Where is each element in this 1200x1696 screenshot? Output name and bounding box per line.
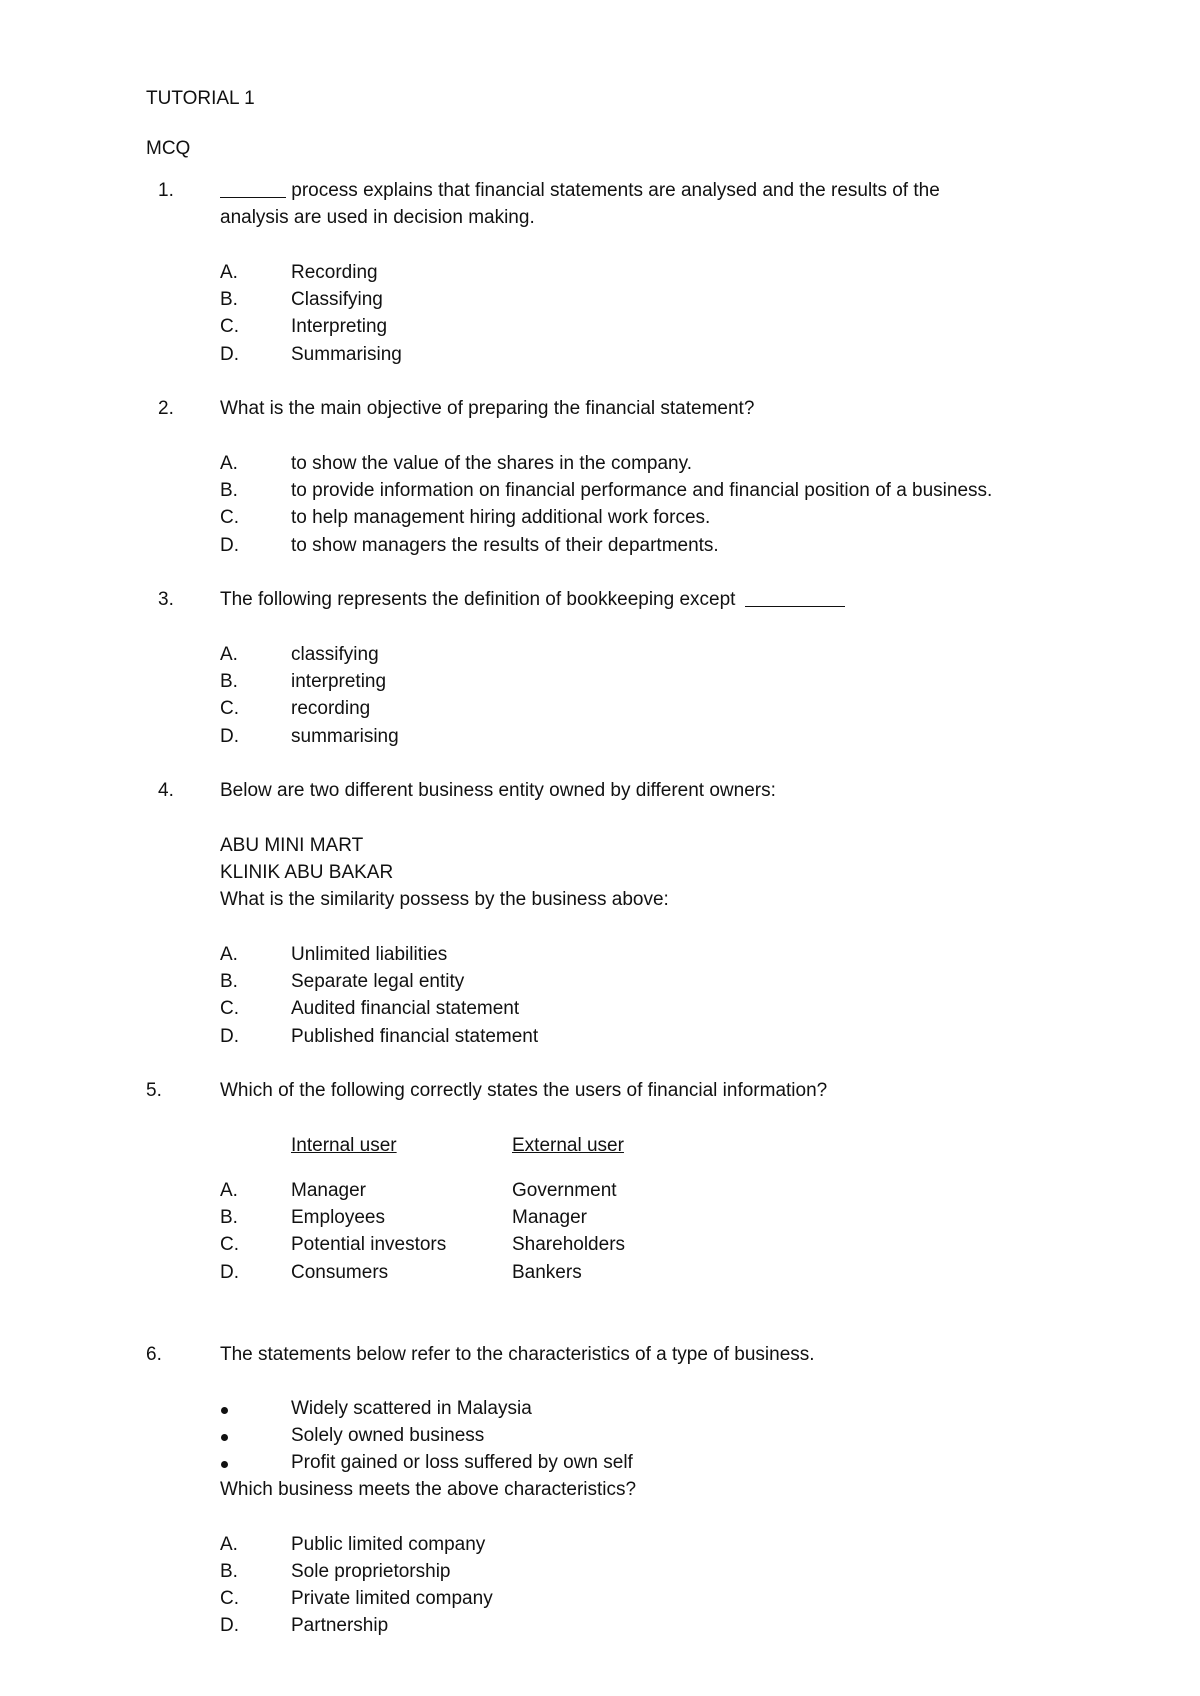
characteristic-item: Widely scattered in Malaysia (291, 1398, 532, 1419)
option-internal-user: Manager (291, 1180, 366, 1201)
option-text: interpreting (291, 671, 387, 692)
option-letter: C. (220, 1234, 239, 1255)
bullet-point (221, 1407, 228, 1414)
option-text: classifying (291, 644, 379, 665)
column-header-internal: Internal user (291, 1135, 397, 1156)
option-internal-user: Potential investors (291, 1234, 447, 1255)
question-stem-text: process explains that financial statements are analysed and the results of the (291, 180, 940, 201)
bullet-point (221, 1434, 228, 1441)
option-letter: B. (220, 1207, 238, 1228)
question-number: 1. (158, 180, 174, 201)
option-text: to show the value of the shares in the company. (291, 453, 692, 474)
option-text: Audited financial statement (291, 998, 520, 1019)
option-text: Unlimited liabilities (291, 944, 448, 965)
option-letter: D. (220, 1026, 239, 1047)
option-letter: D. (220, 535, 239, 556)
option-letter: C. (220, 507, 239, 528)
question-stem-continued: analysis are used in decision making. (220, 207, 535, 228)
question-stem-continued: What is the similarity possess by the business above: (220, 889, 669, 910)
option-letter: A. (220, 1180, 238, 1201)
option-text: Private limited company (291, 1588, 493, 1609)
option-letter: D. (220, 1262, 239, 1283)
option-text: Sole proprietorship (291, 1561, 451, 1582)
characteristic-item: Solely owned business (291, 1425, 485, 1446)
option-letter: D. (220, 726, 239, 747)
option-text: Public limited company (291, 1534, 486, 1555)
question-stem (220, 179, 940, 203)
question-number: 4. (158, 780, 174, 801)
option-text: Published financial statement (291, 1026, 539, 1047)
section-heading: MCQ (146, 138, 191, 159)
option-external-user: Government (512, 1180, 617, 1201)
option-letter: B. (220, 971, 238, 992)
question-number: 3. (158, 589, 174, 610)
option-text: Separate legal entity (291, 971, 465, 992)
question-stem: Below are two different business entity owned by different owners: (220, 780, 776, 801)
option-text: Recording (291, 262, 378, 283)
option-text: Classifying (291, 289, 383, 310)
question-stem: What is the main objective of preparing the financial statement? (220, 398, 755, 419)
column-header-external: External user (512, 1135, 624, 1156)
option-text: Summarising (291, 344, 402, 365)
option-internal-user: Employees (291, 1207, 385, 1228)
option-letter: C. (220, 698, 239, 719)
option-letter: D. (220, 1615, 239, 1636)
option-letter: B. (220, 480, 238, 501)
option-letter: A. (220, 453, 238, 474)
option-text: Partnership (291, 1615, 389, 1636)
question-stem-continued: Which business meets the above characteristics? (220, 1479, 637, 1500)
option-external-user: Bankers (512, 1262, 582, 1283)
answer-blank (745, 604, 845, 607)
document-title: TUTORIAL 1 (146, 88, 255, 109)
question-number: 6. (146, 1344, 162, 1365)
option-external-user: Shareholders (512, 1234, 626, 1255)
entity-name: ABU MINI MART (220, 835, 364, 856)
bullet-point (221, 1461, 228, 1468)
question-stem (220, 588, 845, 612)
option-letter: C. (220, 316, 239, 337)
answer-blank (220, 195, 286, 198)
option-text: to provide information on financial performance and financial position of a business. (291, 480, 993, 501)
option-letter: A. (220, 644, 238, 665)
option-letter: B. (220, 1561, 238, 1582)
option-letter: A. (220, 1534, 238, 1555)
option-text: recording (291, 698, 371, 719)
option-letter: B. (220, 289, 238, 310)
question-stem: Which of the following correctly states the users of financial information? (220, 1080, 828, 1101)
entity-name: KLINIK ABU BAKAR (220, 862, 394, 883)
question-number: 2. (158, 398, 174, 419)
option-letter: C. (220, 1588, 239, 1609)
option-letter: B. (220, 671, 238, 692)
option-letter: C. (220, 998, 239, 1019)
question-number: 5. (146, 1080, 162, 1101)
option-external-user: Manager (512, 1207, 587, 1228)
question-stem: The statements below refer to the characteristics of a type of business. (220, 1344, 815, 1365)
option-text: to help management hiring additional work forces. (291, 507, 711, 528)
option-text: Interpreting (291, 316, 388, 337)
option-internal-user: Consumers (291, 1262, 389, 1283)
option-letter: D. (220, 344, 239, 365)
option-letter: A. (220, 262, 238, 283)
characteristic-item: Profit gained or loss suffered by own self (291, 1452, 633, 1473)
option-text: summarising (291, 726, 399, 747)
option-letter: A. (220, 944, 238, 965)
option-text: to show managers the results of their departments. (291, 535, 719, 556)
question-stem-text: The following represents the definition of bookkeeping except (220, 589, 736, 610)
